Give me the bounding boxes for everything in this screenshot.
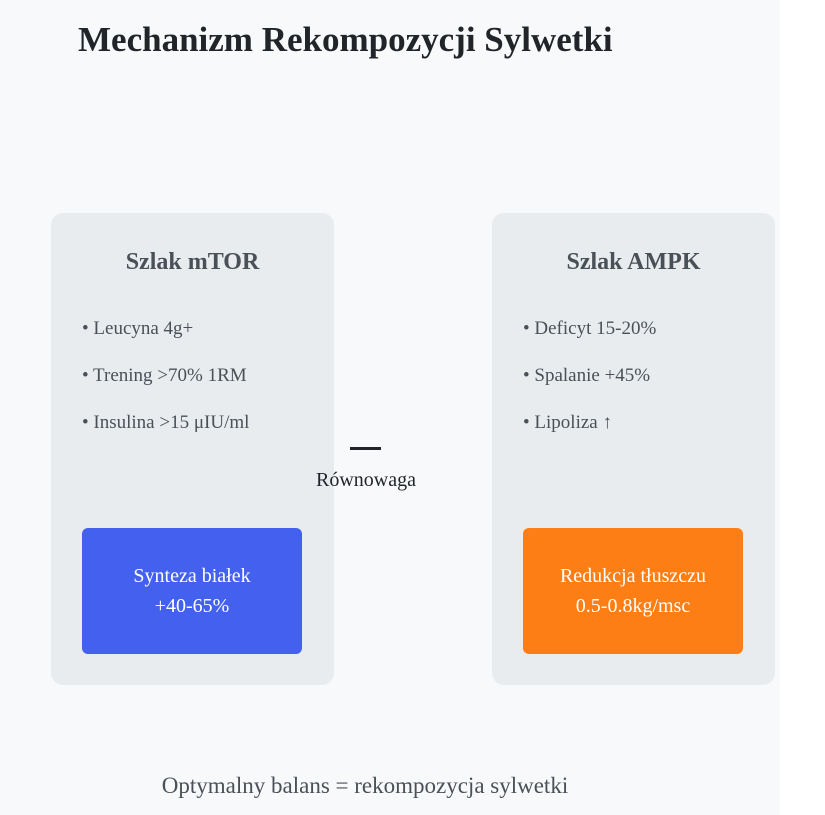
fat-reduction-box — [523, 528, 743, 654]
protein-synthesis-label: Synteza białek — [133, 565, 251, 587]
mtor-pathway-title: Szlak mTOR — [125, 249, 260, 275]
balance-label: Równowaga — [316, 469, 416, 491]
protein-synthesis-value: +40-65% — [154, 595, 230, 617]
ampk-factor-item: • Lipoliza ↑ — [523, 412, 612, 433]
fat-reduction-label: Redukcja tłuszczu — [559, 565, 707, 587]
mtor-factor-item: • Insulina >15 μIU/ml — [82, 412, 250, 433]
balance-line — [350, 447, 381, 450]
mtor-factor-item: • Leucyna 4g+ — [82, 318, 194, 339]
mtor-factor-item: • Trening >70% 1RM — [82, 365, 247, 386]
mtor-factor-list — [82, 317, 249, 458]
page-title: Mechanizm Rekompozycji Sylwetki — [78, 20, 613, 59]
ampk-factor-list — [523, 317, 656, 458]
protein-synthesis-box — [82, 528, 302, 654]
ampk-factor-item: • Spalanie +45% — [523, 365, 651, 386]
footer-caption: Optymalny balans = rekompozycja sylwetki — [161, 773, 569, 798]
mtor-pathway-panel — [51, 213, 334, 685]
ampk-factor-item: • Deficyt 15-20% — [523, 318, 657, 339]
ampk-pathway-panel — [492, 213, 775, 685]
fat-reduction-value: 0.5-0.8kg/msc — [575, 595, 691, 617]
ampk-pathway-title: Szlak AMPK — [566, 249, 701, 275]
